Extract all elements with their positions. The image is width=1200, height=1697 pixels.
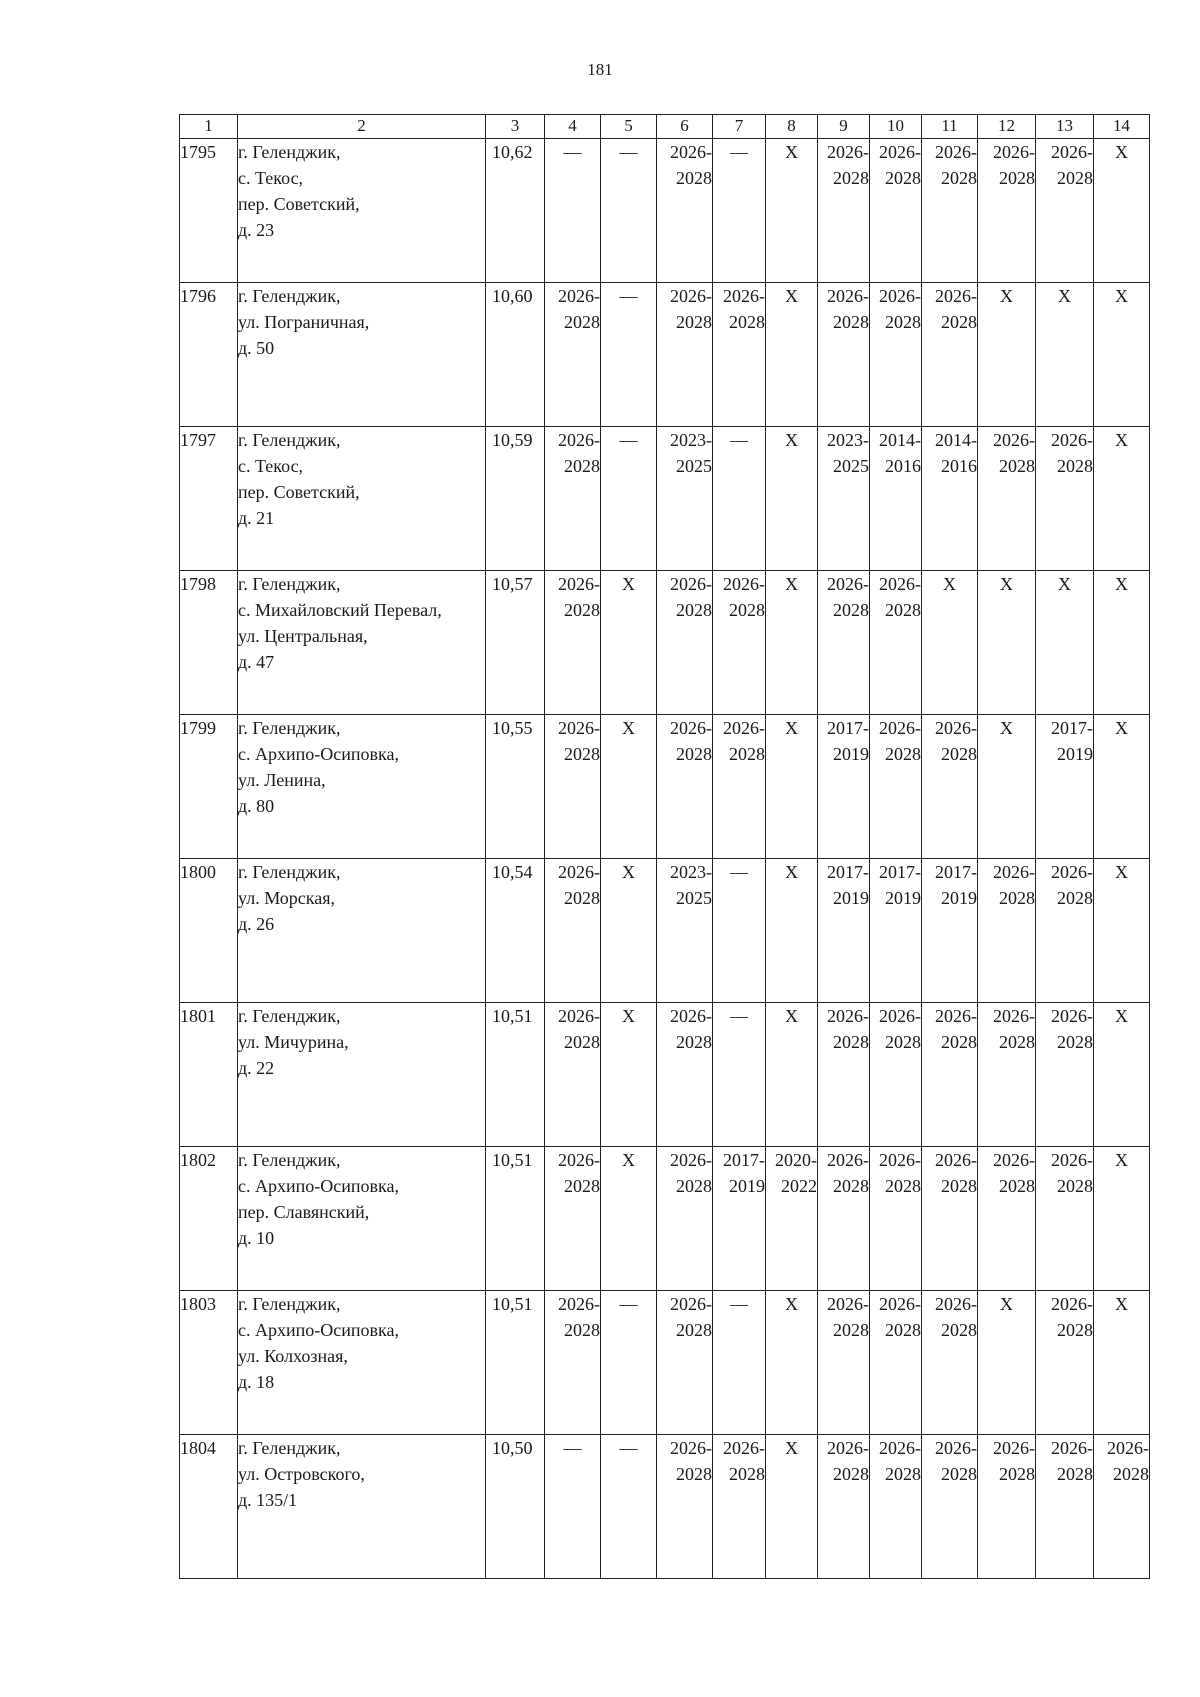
- address-line: д. 21: [238, 508, 275, 528]
- table-row: [180, 283, 1150, 427]
- period-cell-col-14: X: [1094, 283, 1150, 427]
- period-cell-col-10: 2026- 2028: [870, 1147, 922, 1291]
- period-cell-col-10: 2017- 2019: [870, 859, 922, 1003]
- table-row: [180, 139, 1150, 283]
- period-cell-col-9: 2026- 2028: [818, 1003, 870, 1147]
- period-cell-col-6: 2026- 2028: [657, 1291, 713, 1435]
- period-cell-col-6: 2026- 2028: [657, 283, 713, 427]
- row-number: 1795: [180, 139, 238, 283]
- table-row: [180, 1435, 1150, 1579]
- address-cell: [238, 1435, 486, 1579]
- period-cell-col-4: 2026- 2028: [545, 283, 601, 427]
- row-number: 1802: [180, 1147, 238, 1291]
- period-cell-col-13: 2026- 2028: [1036, 1147, 1094, 1291]
- address-cell: [238, 139, 486, 283]
- table-row: [180, 1147, 1150, 1291]
- address-line: ул. Центральная,: [238, 626, 368, 646]
- period-cell-col-13: X: [1036, 283, 1094, 427]
- period-cell-col-8: X: [766, 571, 818, 715]
- address-line: с. Текос,: [238, 456, 304, 476]
- period-cell-col-12: 2026- 2028: [978, 1147, 1036, 1291]
- column-header-5: 5: [601, 115, 657, 139]
- address-line: г. Геленджик,: [238, 1294, 341, 1314]
- table-row: [180, 1003, 1150, 1147]
- period-cell-col-14: X: [1094, 715, 1150, 859]
- row-number: 1799: [180, 715, 238, 859]
- value-cell: 10,55: [486, 715, 545, 859]
- address-line: с. Текос,: [238, 168, 304, 188]
- address-line: г. Геленджик,: [238, 1150, 341, 1170]
- period-cell-col-6: 2023- 2025: [657, 859, 713, 1003]
- column-header-12: 12: [978, 115, 1036, 139]
- period-cell-col-11: 2026- 2028: [922, 715, 978, 859]
- period-cell-col-6: 2023- 2025: [657, 427, 713, 571]
- period-cell-col-14: X: [1094, 1003, 1150, 1147]
- period-cell-col-9: 2017- 2019: [818, 715, 870, 859]
- period-cell-col-13: 2026- 2028: [1036, 427, 1094, 571]
- period-cell-col-4: —: [545, 1435, 601, 1579]
- period-cell-col-14: X: [1094, 859, 1150, 1003]
- period-cell-col-14: X: [1094, 139, 1150, 283]
- address-line: ул. Морская,: [238, 888, 335, 908]
- column-header-4: 4: [545, 115, 601, 139]
- period-cell-col-8: X: [766, 283, 818, 427]
- column-header-2: 2: [238, 115, 486, 139]
- table-body: [180, 139, 1150, 1579]
- period-cell-col-8: X: [766, 1003, 818, 1147]
- period-cell-col-11: 2014- 2016: [922, 427, 978, 571]
- period-cell-col-13: 2026- 2028: [1036, 1435, 1094, 1579]
- column-header-3: 3: [486, 115, 545, 139]
- address-line: с. Архипо-Осиповка,: [238, 1320, 399, 1340]
- period-cell-col-5: —: [601, 283, 657, 427]
- address-line: с. Архипо-Осиповка,: [238, 744, 399, 764]
- period-cell-col-5: X: [601, 1147, 657, 1291]
- address-line: с. Архипо-Осиповка,: [238, 1176, 399, 1196]
- period-cell-col-8: X: [766, 1291, 818, 1435]
- table-row: [180, 427, 1150, 571]
- period-cell-col-4: 2026- 2028: [545, 715, 601, 859]
- period-cell-col-5: X: [601, 1003, 657, 1147]
- period-cell-col-14: 2026- 2028: [1094, 1435, 1150, 1579]
- row-number: 1804: [180, 1435, 238, 1579]
- address-line: д. 23: [238, 220, 275, 240]
- value-cell: 10,51: [486, 1003, 545, 1147]
- period-cell-col-9: 2026- 2028: [818, 571, 870, 715]
- address-cell: [238, 715, 486, 859]
- value-cell: 10,51: [486, 1147, 545, 1291]
- period-cell-col-10: 2026- 2028: [870, 571, 922, 715]
- period-cell-col-12: X: [978, 571, 1036, 715]
- period-cell-col-4: 2026- 2028: [545, 859, 601, 1003]
- value-cell: 10,60: [486, 283, 545, 427]
- period-cell-col-13: 2026- 2028: [1036, 1291, 1094, 1435]
- period-cell-col-12: 2026- 2028: [978, 139, 1036, 283]
- period-cell-col-13: X: [1036, 571, 1094, 715]
- row-number: 1797: [180, 427, 238, 571]
- address-line: г. Геленджик,: [238, 430, 341, 450]
- row-number: 1803: [180, 1291, 238, 1435]
- period-cell-col-4: —: [545, 139, 601, 283]
- period-cell-col-9: 2017- 2019: [818, 859, 870, 1003]
- period-cell-col-8: 2020- 2022: [766, 1147, 818, 1291]
- repair-schedule-table: [179, 114, 1150, 1579]
- address-line: д. 80: [238, 796, 275, 816]
- period-cell-col-5: —: [601, 1435, 657, 1579]
- address-cell: [238, 283, 486, 427]
- address-line: д. 135/1: [238, 1490, 298, 1510]
- address-cell: [238, 427, 486, 571]
- address-cell: [238, 1291, 486, 1435]
- address-line: д. 47: [238, 652, 275, 672]
- period-cell-col-8: X: [766, 859, 818, 1003]
- address-line: пер. Советский,: [238, 482, 360, 502]
- period-cell-col-4: 2026- 2028: [545, 427, 601, 571]
- value-cell: 10,57: [486, 571, 545, 715]
- address-line: г. Геленджик,: [238, 574, 341, 594]
- column-header-10: 10: [870, 115, 922, 139]
- period-cell-col-5: —: [601, 427, 657, 571]
- period-cell-col-5: X: [601, 571, 657, 715]
- row-number: 1796: [180, 283, 238, 427]
- period-cell-col-5: X: [601, 859, 657, 1003]
- address-line: ул. Пограничная,: [238, 312, 370, 332]
- value-cell: 10,54: [486, 859, 545, 1003]
- period-cell-col-7: 2026- 2028: [713, 571, 766, 715]
- period-cell-col-14: X: [1094, 1147, 1150, 1291]
- address-line: ул. Колхозная,: [238, 1346, 348, 1366]
- address-line: пер. Славянский,: [238, 1202, 370, 1222]
- address-cell: [238, 859, 486, 1003]
- address-line: д. 10: [238, 1228, 275, 1248]
- period-cell-col-7: —: [713, 139, 766, 283]
- column-header-11: 11: [922, 115, 978, 139]
- period-cell-col-14: X: [1094, 427, 1150, 571]
- address-line: ул. Островского,: [238, 1464, 365, 1484]
- period-cell-col-6: 2026- 2028: [657, 1435, 713, 1579]
- period-cell-col-11: 2017- 2019: [922, 859, 978, 1003]
- address-line: д. 26: [238, 914, 275, 934]
- period-cell-col-7: 2026- 2028: [713, 715, 766, 859]
- period-cell-col-9: 2026- 2028: [818, 283, 870, 427]
- period-cell-col-7: —: [713, 1003, 766, 1147]
- period-cell-col-10: 2026- 2028: [870, 1003, 922, 1147]
- period-cell-col-6: 2026- 2028: [657, 139, 713, 283]
- period-cell-col-7: 2026- 2028: [713, 283, 766, 427]
- period-cell-col-10: 2026- 2028: [870, 1291, 922, 1435]
- address-line: д. 22: [238, 1058, 275, 1078]
- address-cell: [238, 1147, 486, 1291]
- period-cell-col-11: 2026- 2028: [922, 1435, 978, 1579]
- address-line: пер. Советский,: [238, 194, 360, 214]
- period-cell-col-7: —: [713, 859, 766, 1003]
- period-cell-col-4: 2026- 2028: [545, 1003, 601, 1147]
- period-cell-col-12: 2026- 2028: [978, 859, 1036, 1003]
- column-header-1: 1: [180, 115, 238, 139]
- period-cell-col-5: —: [601, 139, 657, 283]
- table-row: [180, 715, 1150, 859]
- period-cell-col-11: 2026- 2028: [922, 139, 978, 283]
- period-cell-col-10: 2026- 2028: [870, 715, 922, 859]
- address-line: г. Геленджик,: [238, 142, 341, 162]
- table-row: [180, 859, 1150, 1003]
- value-cell: 10,59: [486, 427, 545, 571]
- period-cell-col-11: 2026- 2028: [922, 1003, 978, 1147]
- period-cell-col-14: X: [1094, 1291, 1150, 1435]
- address-line: г. Геленджик,: [238, 862, 341, 882]
- address-line: ул. Ленина,: [238, 770, 326, 790]
- period-cell-col-4: 2026- 2028: [545, 1291, 601, 1435]
- column-header-14: 14: [1094, 115, 1150, 139]
- period-cell-col-12: 2026- 2028: [978, 1003, 1036, 1147]
- period-cell-col-11: 2026- 2028: [922, 1147, 978, 1291]
- column-header-13: 13: [1036, 115, 1094, 139]
- address-line: ул. Мичурина,: [238, 1032, 349, 1052]
- period-cell-col-4: 2026- 2028: [545, 571, 601, 715]
- address-line: д. 18: [238, 1372, 275, 1392]
- address-line: г. Геленджик,: [238, 718, 341, 738]
- period-cell-col-7: —: [713, 1291, 766, 1435]
- period-cell-col-14: X: [1094, 571, 1150, 715]
- column-header-9: 9: [818, 115, 870, 139]
- period-cell-col-6: 2026- 2028: [657, 1147, 713, 1291]
- period-cell-col-10: 2026- 2028: [870, 139, 922, 283]
- period-cell-col-9: 2026- 2028: [818, 1435, 870, 1579]
- value-cell: 10,50: [486, 1435, 545, 1579]
- address-line: д. 50: [238, 338, 275, 358]
- column-header-7: 7: [713, 115, 766, 139]
- period-cell-col-7: —: [713, 427, 766, 571]
- column-header-8: 8: [766, 115, 818, 139]
- period-cell-col-7: 2026- 2028: [713, 1435, 766, 1579]
- period-cell-col-8: X: [766, 715, 818, 859]
- period-cell-col-13: 2026- 2028: [1036, 859, 1094, 1003]
- period-cell-col-9: 2026- 2028: [818, 1147, 870, 1291]
- period-cell-col-9: 2026- 2028: [818, 139, 870, 283]
- address-line: с. Михайловский Перевал,: [238, 600, 442, 620]
- period-cell-col-8: X: [766, 1435, 818, 1579]
- period-cell-col-8: X: [766, 427, 818, 571]
- period-cell-col-13: 2026- 2028: [1036, 1003, 1094, 1147]
- period-cell-col-7: 2017- 2019: [713, 1147, 766, 1291]
- address-cell: [238, 1003, 486, 1147]
- period-cell-col-11: X: [922, 571, 978, 715]
- period-cell-col-10: 2014- 2016: [870, 427, 922, 571]
- period-cell-col-13: 2017- 2019: [1036, 715, 1094, 859]
- period-cell-col-12: X: [978, 283, 1036, 427]
- period-cell-col-12: X: [978, 715, 1036, 859]
- period-cell-col-8: X: [766, 139, 818, 283]
- period-cell-col-12: 2026- 2028: [978, 1435, 1036, 1579]
- column-number-row: [180, 115, 1150, 139]
- address-cell: [238, 571, 486, 715]
- period-cell-col-10: 2026- 2028: [870, 1435, 922, 1579]
- period-cell-col-9: 2023- 2025: [818, 427, 870, 571]
- table-row: [180, 1291, 1150, 1435]
- period-cell-col-5: —: [601, 1291, 657, 1435]
- value-cell: 10,62: [486, 139, 545, 283]
- address-line: г. Геленджик,: [238, 1006, 341, 1026]
- period-cell-col-12: X: [978, 1291, 1036, 1435]
- period-cell-col-6: 2026- 2028: [657, 571, 713, 715]
- period-cell-col-10: 2026- 2028: [870, 283, 922, 427]
- row-number: 1801: [180, 1003, 238, 1147]
- period-cell-col-13: 2026- 2028: [1036, 139, 1094, 283]
- period-cell-col-9: 2026- 2028: [818, 1291, 870, 1435]
- page-number: 181: [587, 60, 613, 79]
- address-line: г. Геленджик,: [238, 1438, 341, 1458]
- address-line: г. Геленджик,: [238, 286, 341, 306]
- period-cell-col-6: 2026- 2028: [657, 715, 713, 859]
- row-number: 1798: [180, 571, 238, 715]
- period-cell-col-4: 2026- 2028: [545, 1147, 601, 1291]
- period-cell-col-5: X: [601, 715, 657, 859]
- column-header-6: 6: [657, 115, 713, 139]
- row-number: 1800: [180, 859, 238, 1003]
- period-cell-col-11: 2026- 2028: [922, 1291, 978, 1435]
- period-cell-col-12: 2026- 2028: [978, 427, 1036, 571]
- period-cell-col-6: 2026- 2028: [657, 1003, 713, 1147]
- value-cell: 10,51: [486, 1291, 545, 1435]
- period-cell-col-11: 2026- 2028: [922, 283, 978, 427]
- table-row: [180, 571, 1150, 715]
